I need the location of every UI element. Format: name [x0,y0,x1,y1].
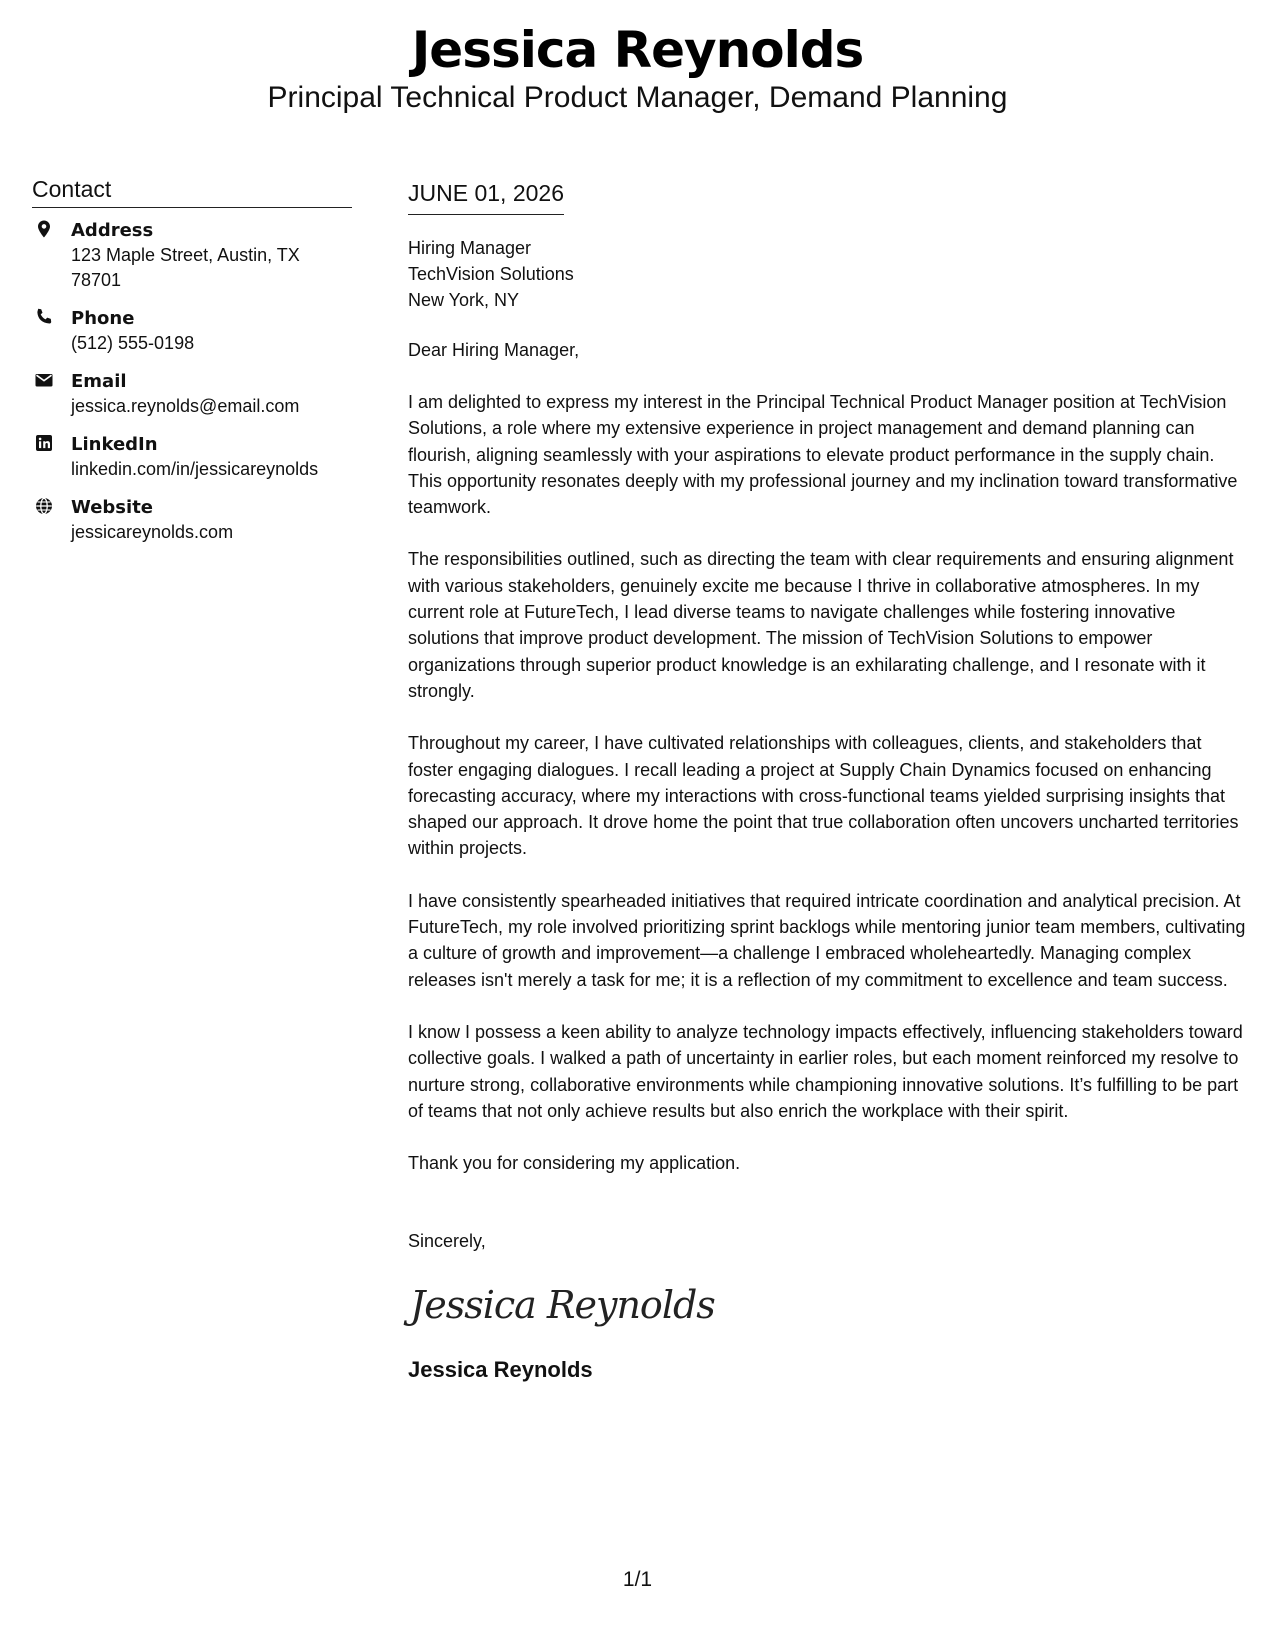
envelope-icon [34,370,54,390]
website-label: Website [71,497,154,518]
linkedin-value[interactable]: linkedin.com/in/jessicareynolds [71,459,319,479]
closing: Sincerely, [408,1231,486,1252]
paragraph-2: The responsibilities outlined, such as directing the team with clear requirements and ensuring alignment with various stakeholders, genuinely excite me because I thrive in collaborative atmospheres. In my current role at FutureTech, I lead diverse teams to navigate challenges while fostering innovative solutions that improve product development. The mission of TechVision Solutions to empower organizations through superior product knowledge is an exhilarating challenge, and I resonate with it strongly. [408,549,1234,701]
letter-body [408,178,1248,1384]
contact-email [32,369,352,419]
contact-address [32,218,352,293]
paragraph-1: I am delighted to express my interest in the Principal Technical Product Manager position at TechVision Solutions, a role where my extensive experience in project management and demand planning can flourish, aligning seamlessly with your aspirations to elevate product performance in the supply chain. This opportunity resonates deeply with my professional journey and my inclination toward transformative teamwork. [408,392,1238,518]
phone-label: Phone [71,308,135,329]
contact-sidebar [32,174,352,558]
letter-header [0,18,1275,116]
globe-icon [34,496,54,516]
email-value[interactable]: jessica.reynolds@email.com [71,396,300,416]
job-title: Principal Technical Product Manager, Demand Planning [267,81,1008,114]
recipient-location: New York, NY [408,290,520,310]
letter-date: JUNE 01, 2026 [408,178,564,215]
applicant-name: Jessica Reynolds [411,21,864,79]
website-value[interactable]: jessicareynolds.com [71,522,234,542]
salutation: Dear Hiring Manager, [408,340,580,360]
linkedin-label: LinkedIn [71,434,158,455]
email-label: Email [71,371,127,392]
address-value: 123 Maple Street, Austin, TX 78701 [71,245,300,290]
address-label: Address [71,220,154,241]
paragraph-6: Thank you for considering my application. [408,1153,741,1174]
phone-value: (512) 555-0198 [71,333,195,353]
signer-name: Jessica Reynolds [408,1357,593,1383]
paragraph-3: Throughout my career, I have cultivated relationships with colleagues, clients, and stakeholders that foster engaging dialogues. I recall leading a project at Supply Chain Dynamics focused on enhancing forecasting accuracy, where my interactions with cross-functional teams yielded surprising insights that shaped our approach. It drove home the point that true collaboration often uncovers uncharted territories within projects. [408,733,1239,859]
contact-phone [32,306,352,356]
recipient-company: TechVision Solutions [408,264,574,284]
contact-heading: Contact [32,174,352,208]
recipient-block [408,235,1248,313]
phone-icon [34,307,54,327]
handwritten-signature: Jessica Reynolds [410,1283,715,1328]
map-pin-icon [34,219,54,239]
contact-linkedin [32,432,352,482]
paragraph-4: I have consistently spearheaded initiatives that required intricate coordination and analytical precision. At FutureTech, my role involved prioritizing sprint backlogs while mentoring junior team members, cultivating a culture of growth and improvement—a challenge I embraced wholeheartedly. Managing complex releases isn't merely a task for me; it is a reflection of my commitment to excellence and team success. [408,890,1246,990]
recipient-name: Hiring Manager [408,238,532,258]
linkedin-icon [34,433,54,453]
page-number: 1/1 [622,1568,653,1591]
contact-website [32,495,352,545]
paragraph-5: I know I possess a keen ability to analyze technology impacts effectively, influencing stakeholders toward collective goals. I walked a path of uncertainty in earlier roles, but each moment reinforced my resolve to nurture strong, collaborative environments while championing innovative solutions. It’s fulfilling to be part of teams that not only achieve results but also enrich the workplace with their spirit. [408,1021,1243,1121]
